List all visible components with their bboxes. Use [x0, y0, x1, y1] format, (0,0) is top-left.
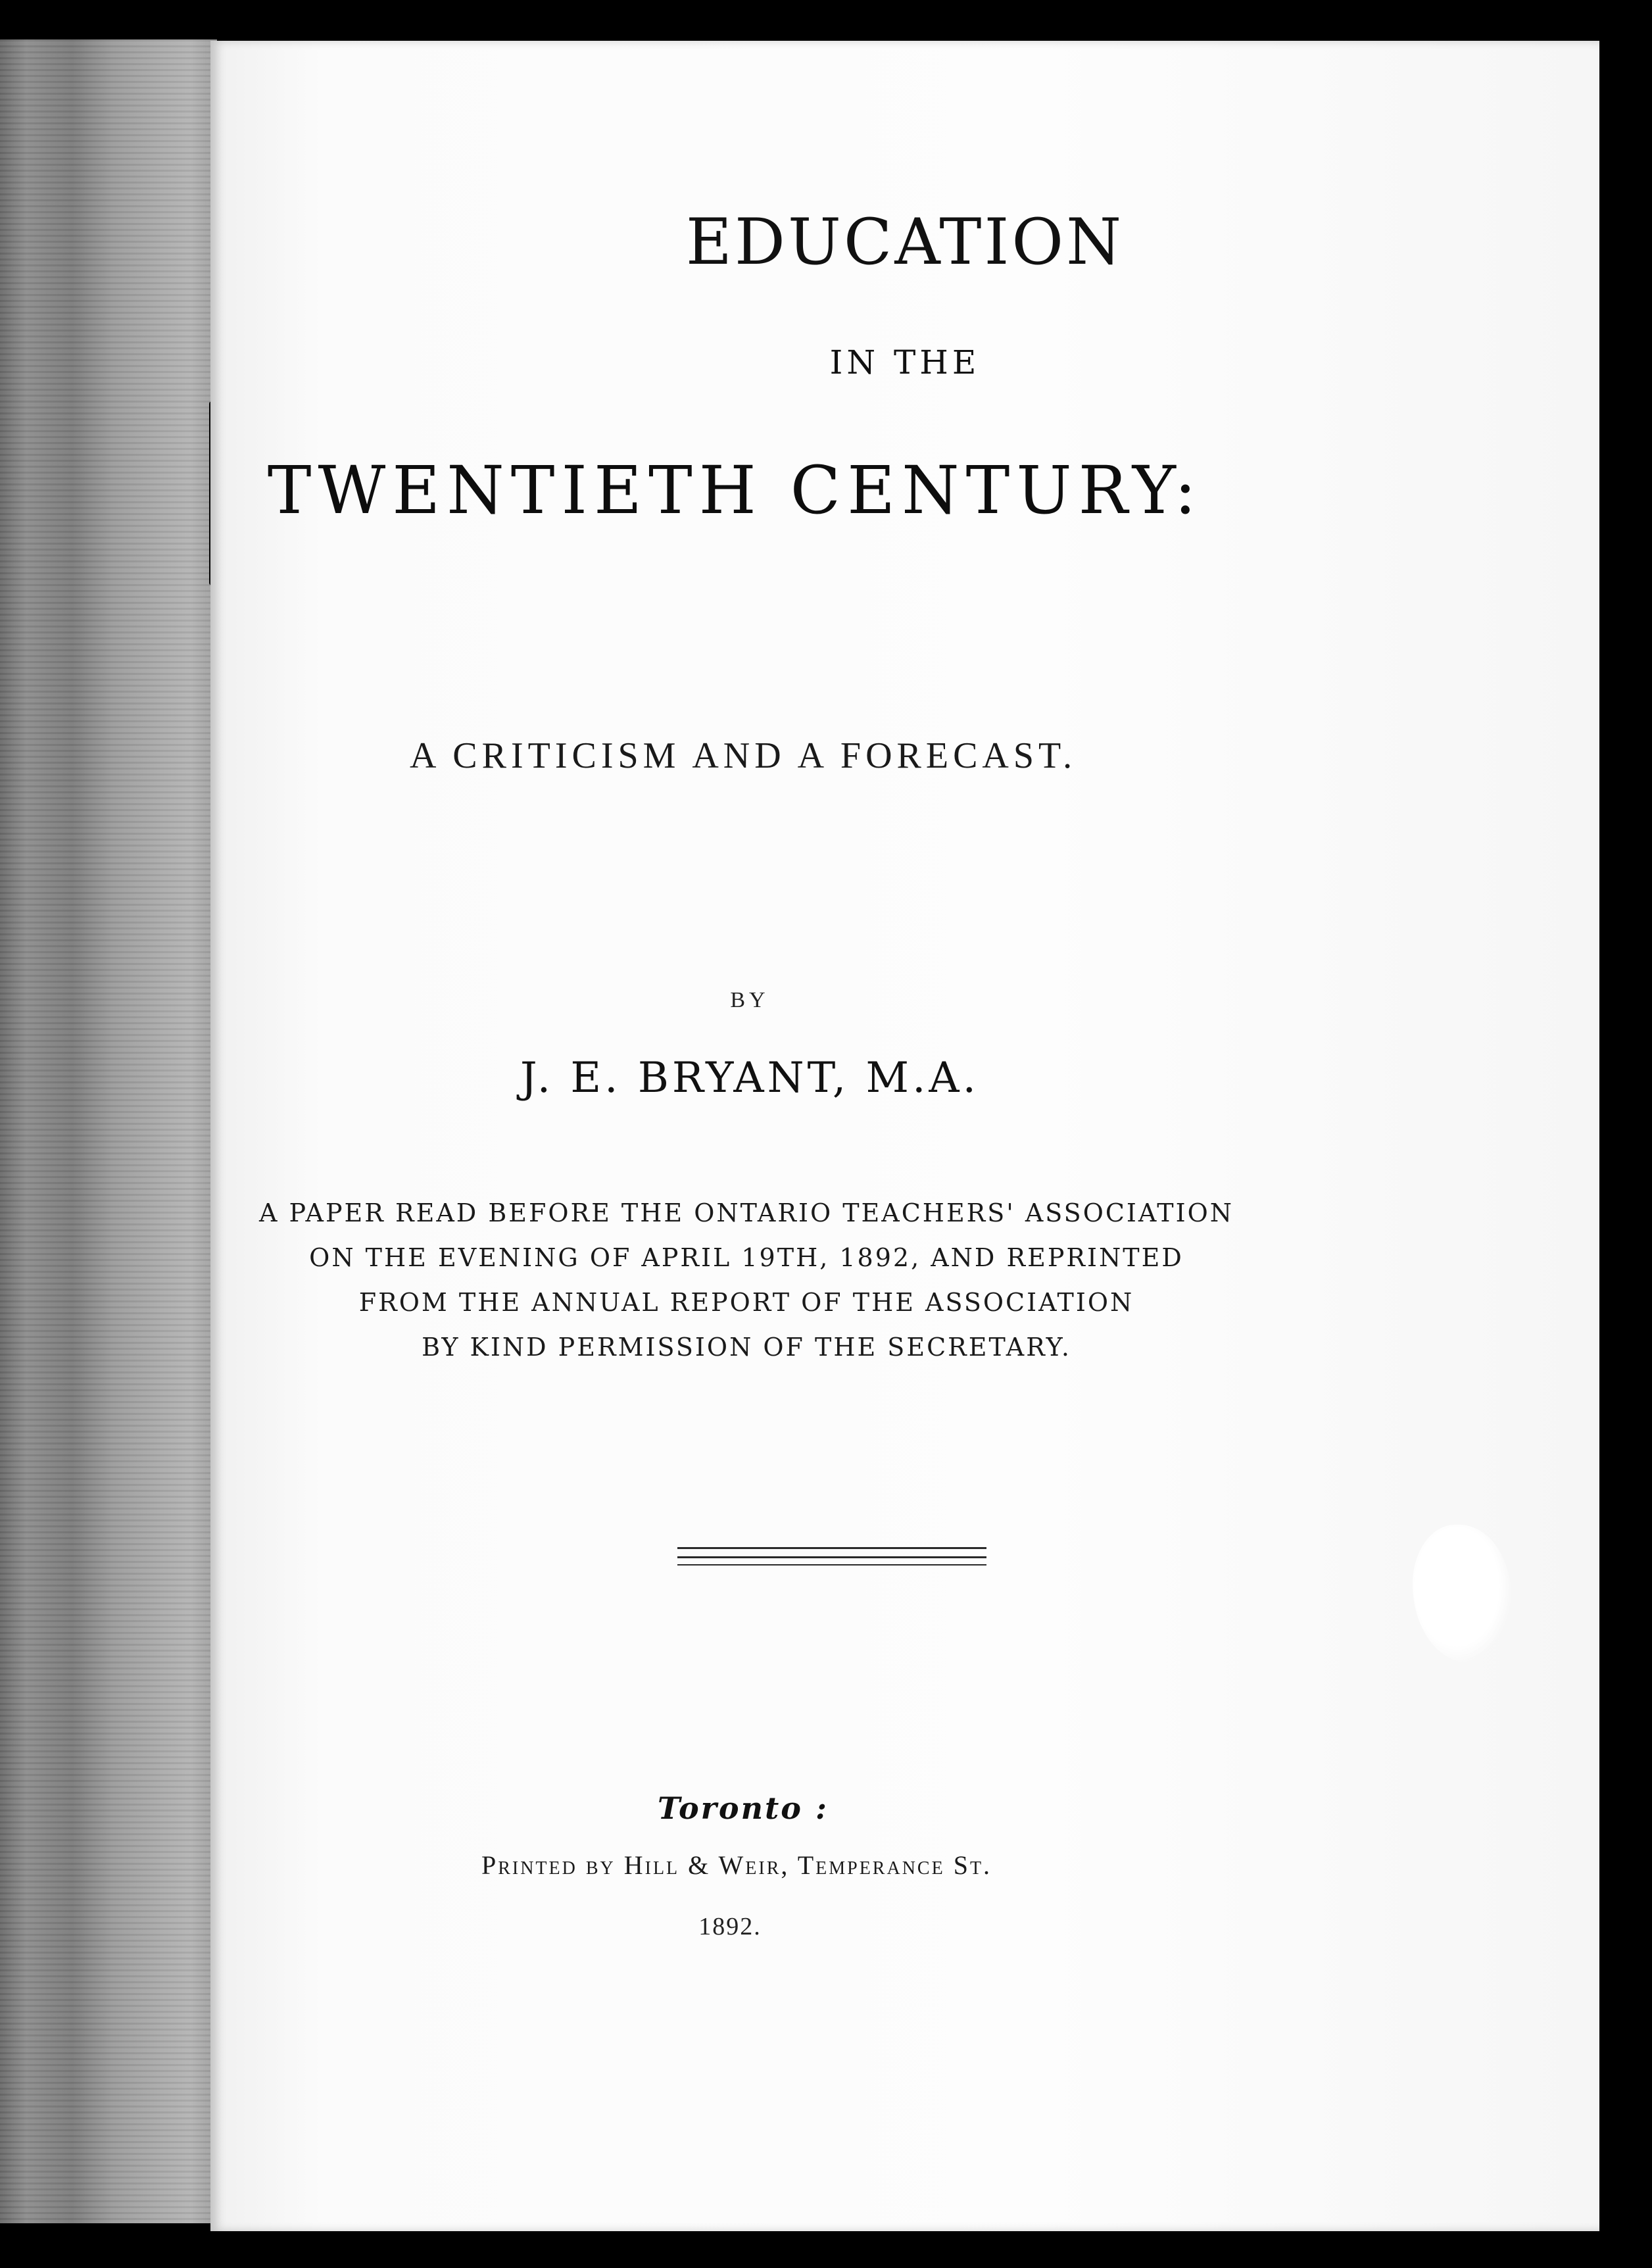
book-gutter — [0, 39, 217, 2223]
note-line-2: ON THE EVENING OF APRIL 19TH, 1892, AND REPRINTED — [309, 1243, 1184, 1272]
by-label: BY — [730, 988, 769, 1012]
imprint-printer: Printed by Hill & Weir, Temperance St. — [481, 1850, 992, 1880]
imprint-year: 1892. — [698, 1913, 762, 1940]
title-line-2: IN THE — [829, 343, 981, 382]
imprint-place: Toronto : — [658, 1790, 829, 1826]
page-edge-shadow — [1599, 41, 1652, 2231]
note-line-3: FROM THE ANNUAL REPORT OF THE ASSOCIATION — [358, 1288, 1134, 1317]
divider-rule-bottom — [677, 1564, 986, 1565]
divider-rule-middle — [677, 1556, 986, 1558]
subtitle: A CRITICISM AND A FORECAST. — [409, 735, 1077, 776]
title-page — [210, 41, 1599, 2231]
title-line-3: TWENTIETH CENTURY: — [267, 452, 1203, 529]
author-name: J. E. BRYANT, M.A. — [520, 1054, 979, 1102]
divider-rule-top — [677, 1547, 986, 1549]
title-line-1: EDUCATION — [685, 205, 1125, 279]
note-line-4: BY KIND PERMISSION OF THE SECRETARY. — [422, 1333, 1071, 1362]
note-line-1: A PAPER READ BEFORE THE ONTARIO TEACHERS' ASSOCIATION — [258, 1198, 1234, 1227]
